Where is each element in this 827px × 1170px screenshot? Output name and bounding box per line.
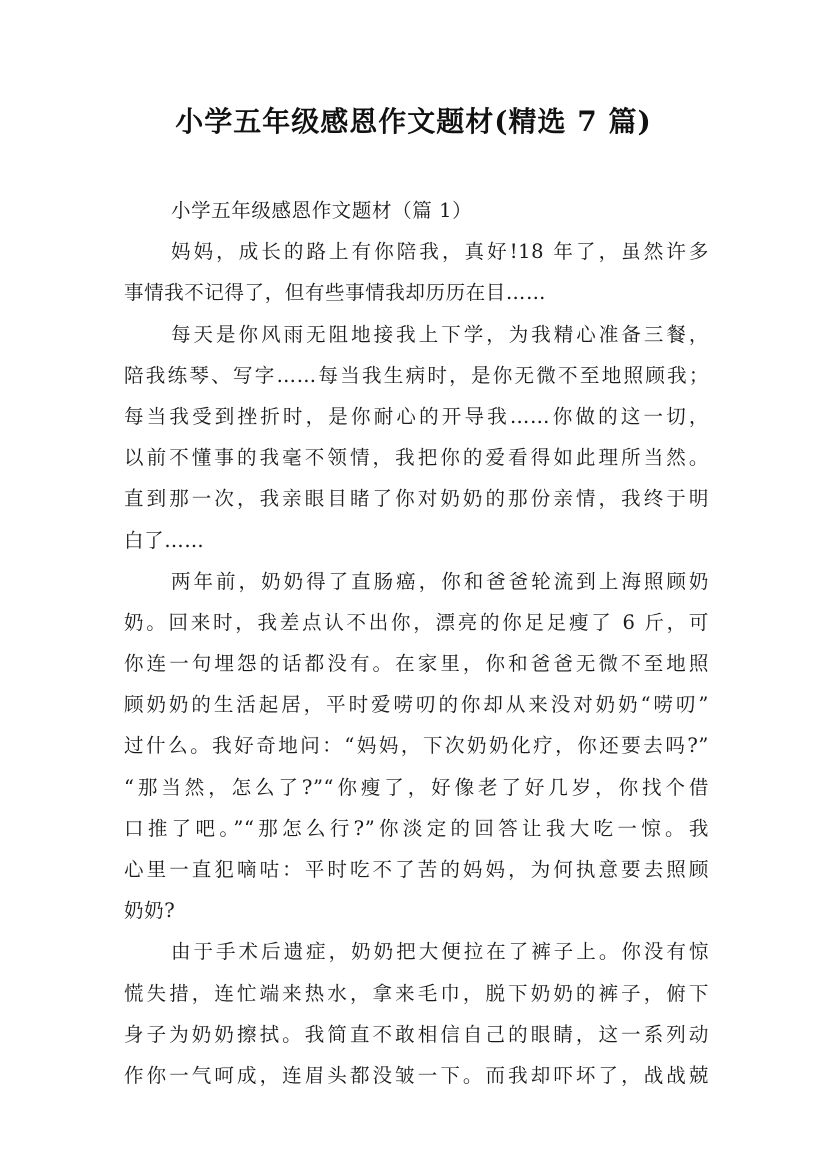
paragraph-line: 每当我受到挫折时，是你耐心的开导我……你做的这一切， — [124, 404, 709, 428]
paragraph-line: 妈妈，成长的路上有你陪我，真好!18 年了，虽然许多 — [171, 240, 709, 264]
paragraph-line: 奶奶? — [124, 899, 176, 923]
document-title: 小学五年级感恩作文题材(精选 7 篇) — [175, 105, 652, 138]
paragraph-line: 两年前，奶奶得了直肠癌，你和爸爸轮流到上海照顾奶 — [171, 569, 709, 593]
paragraph-line: 慌失措，连忙端来热水，拿来毛巾，脱下奶奶的裤子，俯下 — [124, 981, 709, 1005]
paragraph-line: 陪我练琴、写字……每当我生病时，是你无微不至地照顾我； — [124, 363, 709, 387]
document-body — [124, 190, 709, 1096]
paragraph-line: 以前不懂事的我毫不领情，我把你的爱看得如此理所当然。 — [124, 446, 709, 470]
paragraph-line: 过什么。我好奇地问：“妈妈，下次奶奶化疗，你还要去吗?” — [124, 734, 709, 758]
paragraph-line: 你连一句埋怨的话都没有。在家里，你和爸爸无微不至地照 — [124, 652, 709, 676]
paragraph-line: 心里一直犯嘀咕：平时吃不了苦的妈妈，为何执意要去照顾 — [124, 858, 709, 881]
paragraph-line: 事情我不记得了，但有些事情我却历历在目…… — [124, 281, 547, 305]
paragraph-line: 口推了吧。”“那怎么行?”你淡定的回答让我大吃一惊。我 — [124, 816, 709, 840]
paragraph-line: “那当然，怎么了?”“你瘦了，好像老了好几岁，你找个借 — [124, 775, 709, 799]
section-heading: 小学五年级感恩作文题材（篇 1） — [171, 199, 473, 222]
paragraph-line: 白了…… — [124, 528, 205, 552]
paragraph-line: 身子为奶奶擦拭。我简直不敢相信自己的眼睛，这一系列动 — [124, 1022, 709, 1046]
paragraph-line: 作你一气呵成，连眉头都没皱一下。而我却吓坏了，战战兢 — [124, 1063, 709, 1087]
paragraph-line: 每天是你风雨无阻地接我上下学，为我精心准备三餐， — [171, 322, 709, 346]
paragraph-line: 奶。回来时，我差点认不出你，漂亮的你足足瘦了 6 斤，可 — [124, 610, 709, 634]
paragraph-line: 由于手术后遗症，奶奶把大便拉在了裤子上。你没有惊 — [171, 940, 709, 964]
paragraph-line: 顾奶奶的生活起居，平时爱唠叨的你却从来没对奶奶“唠叨” — [124, 693, 709, 717]
paragraph-line: 直到那一次，我亲眼目睹了你对奶奶的那份亲情，我终于明 — [124, 487, 709, 511]
